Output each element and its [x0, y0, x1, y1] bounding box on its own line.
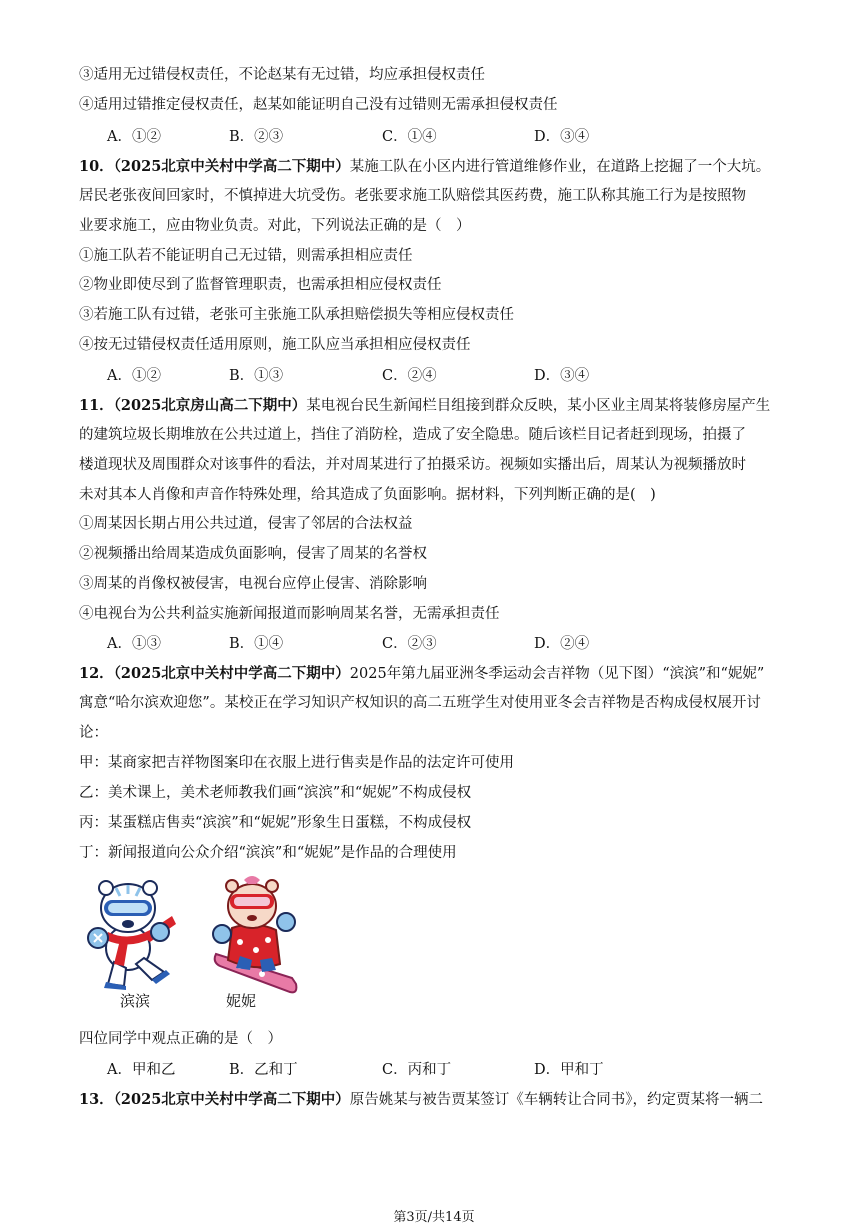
q13-text: 原告姚某与被告贾某签订《车辆转让合同书》，约定贾某将一辆二	[349, 1092, 764, 1108]
q13-line-1	[79, 1090, 763, 1110]
q11-statement-2: ②视频播出给周某造成负面影响，侵害了周某的名誉权	[79, 546, 427, 562]
q11-text: 某电视台民生新闻栏目组接到群众反映，某小区业主周某将装修房屋产生	[306, 398, 771, 414]
mascot-binbin-label: 滨滨	[120, 992, 151, 1010]
q11-line-2: 的建筑垃圾长期堆放在公共过道上，挡住了消防栓，造成了安全隐患。随后该栏目记者赶到现场，拍摄了	[79, 427, 746, 443]
q11-line-1	[79, 396, 770, 416]
q12-line-2: 寓意“哈尔滨欢迎您”。某校正在学习知识产权知识的高二五班学生对使用亚冬会吉祥物是否构成侵权展开讨	[79, 695, 761, 711]
q11-line-4: 未对其本人肖像和声音作特殊处理，给其造成了负面影响。据材料，下列判断正确的是( )	[79, 487, 656, 503]
q12-line-1	[79, 664, 764, 684]
q12-option-c: C．丙和丁	[382, 1062, 452, 1078]
q10-option-c: C．②④	[382, 368, 437, 384]
q10-statement-3: ③若施工队有过错，老张可主张施工队承担赔偿损失等相应侵权责任	[79, 307, 514, 323]
mascot-nini-image	[210, 872, 298, 994]
q10-line-1	[79, 157, 770, 177]
q11-statement-1: ①周某因长期占用公共过道，侵害了邻居的合法权益	[79, 516, 413, 532]
q10-statement-2: ②物业即使尽到了监督管理职责，也需承担相应侵权责任	[79, 277, 442, 293]
q13-number: 13．	[79, 1091, 114, 1108]
q12-line-3: 论：	[79, 725, 108, 741]
q13-source: （2025北京中关村中学高二下期中）	[113, 1091, 350, 1108]
q9-option-b: B．②③	[229, 129, 284, 145]
q11-line-3: 楼道现状及周围群众对该事件的看法，并对周某进行了拍摄采访。视频如实播出后，周某认为视频播放时	[79, 457, 746, 473]
q10-number: 10．	[79, 158, 114, 175]
mascot-nini-label: 妮妮	[226, 992, 257, 1010]
q11-option-a: A．①③	[107, 636, 161, 652]
q9-option-d: D．③④	[534, 129, 590, 145]
q9-option-c: C．①④	[382, 129, 437, 145]
q11-number: 11．	[79, 397, 114, 414]
page-number-footer: 第3页/共14页	[393, 1210, 475, 1225]
q10-option-a: A．①②	[107, 368, 161, 384]
q10-option-b: B．①③	[229, 368, 284, 384]
q10-option-d: D．③④	[534, 368, 590, 384]
q11-option-b: B．①④	[229, 636, 284, 652]
q12-text: 2025年第九届亚洲冬季运动会吉祥物（见下图）“滨滨”和“妮妮”	[349, 666, 765, 682]
q12-view-jia: 甲：某商家把吉祥物图案印在衣服上进行售卖是作品的法定许可使用	[79, 755, 514, 771]
q12-option-b: B．乙和丁	[229, 1062, 298, 1078]
q10-line-3: 业要求施工，应由物业负责。对此，下列说法正确的是（ ）	[79, 218, 471, 234]
q10-statement-1: ①施工队若不能证明自己无过错，则需承担相应责任	[79, 248, 413, 264]
q12-option-d: D．甲和丁	[534, 1062, 604, 1078]
q12-view-bing: 丙：某蛋糕店售卖“滨滨”和“妮妮”形象生日蛋糕，不构成侵权	[79, 815, 472, 831]
mascot-binbin-image	[80, 876, 180, 994]
q9-option-a: A．①②	[107, 129, 161, 145]
q11-option-d: D．②④	[534, 636, 590, 652]
q12-view-ding: 丁：新闻报道向公众介绍“滨滨”和“妮妮”是作品的合理使用	[79, 845, 457, 861]
q11-statement-4: ④电视台为公共利益实施新闻报道而影响周某名誉，无需承担责任	[79, 606, 500, 622]
q12-question: 四位同学中观点正确的是（ ）	[79, 1031, 282, 1047]
q10-line-2: 居民老张夜间回家时，不慎掉进大坑受伤。老张要求施工队赔偿其医药费，施工队称其施工行为是按照物	[79, 188, 746, 204]
q9-statement-3: ③适用无过错侵权责任，不论赵某有无过错，均应承担侵权责任	[79, 67, 485, 83]
q10-statement-4: ④按无过错侵权责任适用原则，施工队应当承担相应侵权责任	[79, 337, 471, 353]
q11-statement-3: ③周某的肖像权被侵害，电视台应停止侵害、消除影响	[79, 576, 427, 592]
q12-source: （2025北京中关村中学高二下期中）	[113, 665, 350, 682]
q12-option-a: A．甲和乙	[107, 1062, 176, 1078]
q10-text: 某施工队在小区内进行管道维修作业，在道路上挖掘了一个大坑。	[349, 159, 771, 175]
q12-number: 12．	[79, 665, 114, 682]
q12-view-yi: 乙：美术课上，美术老师教我们画“滨滨”和“妮妮”不构成侵权	[79, 785, 472, 801]
q10-source: （2025北京中关村中学高二下期中）	[113, 158, 350, 175]
q9-statement-4: ④适用过错推定侵权责任，赵某如能证明自己没有过错则无需承担侵权责任	[79, 97, 558, 113]
q11-option-c: C．②③	[382, 636, 437, 652]
q11-source: （2025北京房山高二下期中）	[113, 397, 307, 414]
